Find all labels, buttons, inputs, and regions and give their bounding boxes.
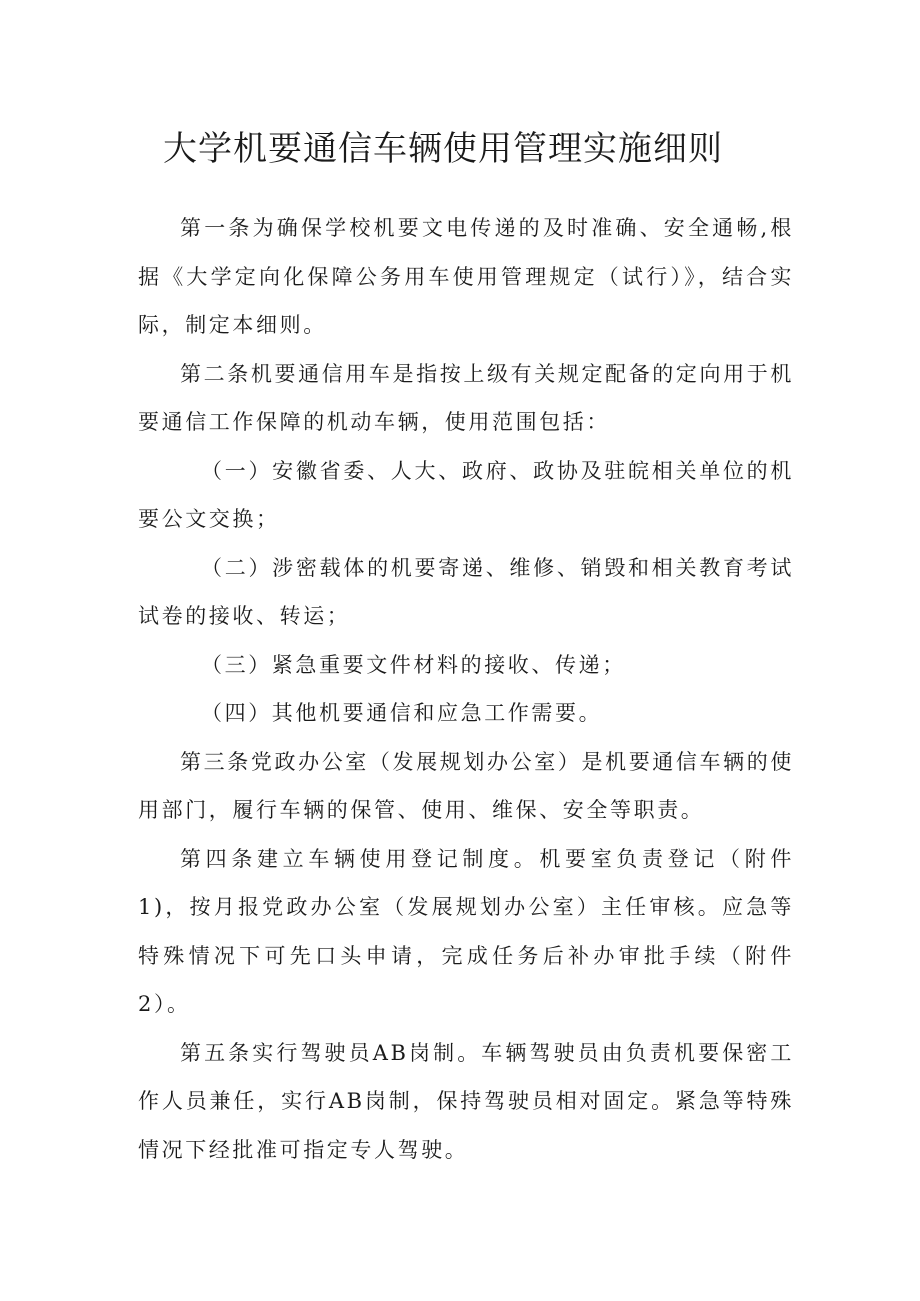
article-2-paragraph: 第二条机要通信用车是指按上级有关规定配备的定向用于机要通信工作保障的机动车辆，使用范围包括： — [138, 361, 794, 434]
document-body — [138, 204, 794, 1174]
scope-item-4: （四）其他机要通信和应急工作需要。 — [201, 701, 603, 725]
document-title: 大学机要通信车辆使用管理实施细则 — [163, 129, 723, 169]
scope-item-3: （三）紧急重要文件材料的接收、传递； — [201, 652, 626, 677]
scope-item-2: （二）涉密载体的机要寄递、维修、销毁和相关教育考试试卷的接收、转运； — [138, 555, 794, 628]
article-4-paragraph: 第四条建立车辆使用登记制度。机要室负责登记（附件1)，按月报党政办公室（发展规划办公室）主任审核。应急等特殊情况下可先口头申请，完成任务后补办审批手续（附件2）。 — [138, 846, 794, 1016]
article-3-paragraph: 第三条党政办公室（发展规划办公室）是机要通信车辆的使用部门，履行车辆的保管、使用、维保、安全等职责。 — [138, 749, 794, 822]
article-5-paragraph: 第五条实行驾驶员AB岗制。车辆驾驶员由负责机要保密工作人员兼任，实行AB岗制，保持驾驶员相对固定。紧急等特殊情况下经批准可指定专人驾驶。 — [138, 1040, 794, 1162]
article-1-paragraph: 第一条为确保学校机要文电传递的及时准确、安全通畅,根据《大学定向化保障公务用车使用管理规定（试行）》，结合实际，制定本细则。 — [138, 216, 794, 337]
scope-item-1: （一）安徽省委、人大、政府、政协及驻皖相关单位的机要公文交换； — [138, 458, 794, 531]
